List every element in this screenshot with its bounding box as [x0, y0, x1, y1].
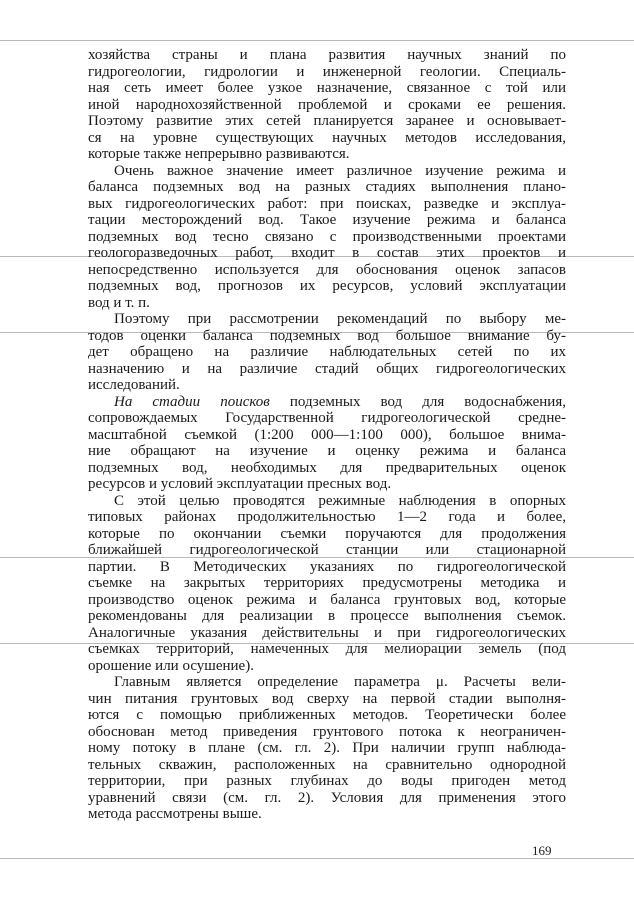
text-line: [88, 757, 566, 774]
paragraph: [88, 163, 566, 312]
text-line: [88, 740, 566, 757]
text-line: [88, 460, 566, 477]
text-line: [88, 773, 566, 790]
text-line: [88, 212, 566, 229]
text-line: [88, 526, 566, 543]
text-line: [88, 361, 566, 378]
line-text: исследований.: [88, 377, 180, 393]
line-text: ная сеть имеет более узкое назначение, связанное с той или: [88, 80, 566, 96]
text-line: [88, 229, 566, 246]
text-line: [88, 707, 566, 724]
line-text: съемке на закрытых территориях предусмотрены методика и: [88, 575, 566, 591]
line-text: вод и т. п.: [88, 294, 150, 311]
line-text: ному потоку в плане (см. гл. 2). При наличии групп наблюда-: [88, 740, 566, 756]
line-text: типовых районах продолжительностью 1—2 года и более,: [88, 509, 566, 525]
line-text: подземных вод для водоснабжения,: [269, 393, 566, 410]
text-line: [88, 592, 566, 609]
text-line: [88, 674, 566, 691]
line-text: которые по окончании съемки поручаются для продолжения: [88, 525, 566, 542]
line-text: Поэтому развитие этих сетей планируется заранее и основывает-: [88, 113, 566, 129]
text-line: [88, 608, 566, 625]
text-line: [88, 427, 566, 444]
text-line: [88, 658, 566, 675]
text-line: [88, 542, 566, 559]
text-line: [88, 806, 566, 823]
line-text: тации месторождений вод. Такое изучение режима и баланса: [88, 212, 566, 228]
line-text: масштабной съемкой (1:200 000—1:100 000), большое внима-: [88, 426, 566, 443]
line-text: С этой целью проводятся режимные наблюдения в опорных: [114, 492, 566, 509]
line-text: производство оценок режима и баланса грунтовых вод, которые: [88, 591, 566, 608]
paragraph: [88, 493, 566, 675]
text-line: [88, 509, 566, 526]
paragraph: [88, 394, 566, 493]
italic-lead: На стадии поисков: [114, 393, 270, 410]
line-text: подземных вод, необходимых для предварительных оценок: [88, 459, 566, 476]
text-line: [88, 113, 566, 130]
text-line: [88, 575, 566, 592]
text-line: [88, 493, 566, 510]
line-text: территории, при разных глубинах до воды пригоден метод: [88, 773, 566, 789]
line-text: сопровождаемых Государственной гидрогеологической средне-: [88, 410, 566, 426]
text-line: [88, 245, 566, 262]
line-text: вых гидрогеологических работ: при поисках, разведке и эксплуа-: [88, 195, 566, 212]
scan-rule-line: [0, 40, 634, 41]
text-line: [88, 295, 566, 312]
text-line: [88, 328, 566, 345]
paragraph: [88, 311, 566, 394]
line-text: ся на уровне существующих научных методов исследования,: [88, 129, 566, 146]
line-text: ются с помощью приближенных методов. Теоретически более: [88, 707, 566, 723]
line-text: подземных вод, прогнозов их ресурсов, условий эксплуатации: [88, 278, 566, 294]
line-text: ближайшей гидрогеологической станции или стационарной: [88, 542, 566, 558]
line-text: гидрогеологии, гидрологии и инженерной геологии. Специаль-: [88, 63, 566, 80]
text-line: [88, 377, 566, 394]
line-text: подземных вод тесно связано с производственными проектами: [88, 228, 566, 245]
line-text: съемках территорий, намеченных для мелиорации земель (под: [88, 641, 566, 657]
text-line: [88, 163, 566, 180]
text-line: [88, 559, 566, 576]
text-line: [88, 394, 566, 411]
line-text: рекомендованы для реализации в процессе выполнения съемок.: [88, 608, 566, 624]
text-line: [88, 311, 566, 328]
line-text: тельных скважин, расположенных на сравнительно однородной: [88, 756, 566, 773]
text-line: [88, 344, 566, 361]
text-line: [88, 146, 566, 163]
text-line: [88, 641, 566, 658]
text-line: [88, 97, 566, 114]
text-line: [88, 196, 566, 213]
text-line: [88, 47, 566, 64]
text-line: [88, 179, 566, 196]
line-text: которые также непрерывно развиваются.: [88, 146, 350, 162]
line-text: геологоразведочных работ, входит в состав этих проектов и: [88, 245, 566, 261]
text-line: [88, 625, 566, 642]
text-line: [88, 278, 566, 295]
text-line: [88, 262, 566, 279]
line-text: непосредственно используется для обоснования оценок запасов: [88, 261, 566, 278]
line-text: метода рассмотрены выше.: [88, 806, 262, 822]
text-line: [88, 724, 566, 741]
line-text: баланса подземных вод на разных стадиях выполнения плано-: [88, 179, 566, 195]
text-line: [88, 130, 566, 147]
line-text: тодов оценки баланса подземных вод большое внимание бу-: [88, 327, 566, 344]
text-line: [88, 790, 566, 807]
text-line: [88, 691, 566, 708]
line-text: Аналогичные указания действительны и при гидрогеологических: [88, 624, 566, 641]
line-text: дет обращено на различие наблюдательных сетей по их: [88, 344, 566, 360]
paragraph: [88, 674, 566, 823]
line-text: орошение или осушение).: [88, 657, 254, 674]
text-line: [88, 476, 566, 493]
line-text: ние обращают на изучение и оценку режима и баланса: [88, 443, 566, 459]
line-text: уравнений связи (см. гл. 2). Условия для применения этого: [88, 789, 566, 806]
line-text: назначению и на различие стадий общих гидрогеологических: [88, 360, 566, 377]
line-text: Очень важное значение имеет различное изучение режима и: [114, 162, 566, 179]
line-text: чин питания грунтовых вод сверху на первой стадии выполня-: [88, 690, 566, 707]
line-text: хозяйства страны и плана развития научных знаний по: [88, 47, 566, 63]
page-number: 169: [532, 843, 552, 858]
body-text: [88, 47, 566, 823]
text-line: [88, 443, 566, 460]
line-text: обоснован метод приведения грунтового потока к неограничен-: [88, 723, 566, 740]
line-text: ресурсов и условий эксплуатации пресных вод.: [88, 476, 392, 492]
line-text: иной народнохозяйственной проблемой и сроками ее решения.: [88, 96, 566, 113]
paragraph: [88, 47, 566, 163]
text-line: [88, 80, 566, 97]
text-line: [88, 64, 566, 81]
text-line: [88, 410, 566, 427]
line-text: Главным является определение параметра μ. Расчеты вели-: [114, 674, 566, 690]
line-text: партии. В Методических указаниях по гидрогеологической: [88, 558, 566, 575]
line-text: Поэтому при рассмотрении рекомендаций по выбору ме-: [114, 311, 566, 327]
